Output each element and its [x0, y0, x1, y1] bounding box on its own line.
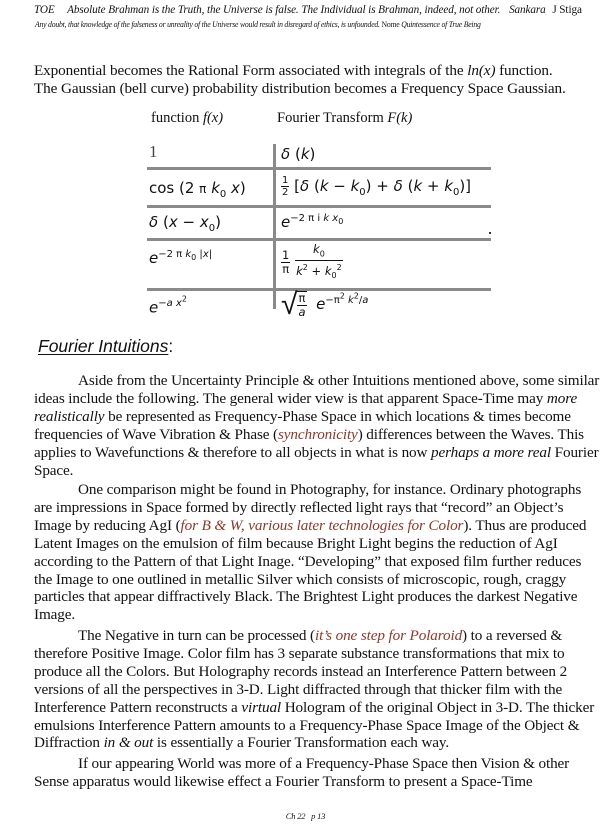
paragraph-text: ) differences between the Waves. This applies to Wavefunctions & therefore to all objects in what is now [34, 425, 584, 461]
table-cell-F-row3: $e^{-2 \pi i k x_0}$ [281, 213, 344, 231]
footer-page-number: p 13 [311, 811, 326, 821]
table-cell-F-row5: √ $\frac{\pi}{a}$ $e^{-\pi^2 k^2/a}$ [281, 287, 369, 322]
header-quote: Absolute Brahman is the Truth, the Universe is false. The Individual is Brahman, indeed, not other. [67, 4, 501, 16]
intro-text: Exponential becomes the Rational Form associated with integrals of the [34, 62, 468, 79]
intro-text: function. [495, 62, 553, 79]
paragraph-text: If our appearing World was more of a Frequency-Phase Space then Vision & other Sense apparatus would likewise effect a Fourier Transform to present a Space-Time [34, 755, 570, 790]
table-cell-f-row5: $e^{-a x^2}$ [149, 295, 187, 317]
header-signature: J Stiga [552, 4, 582, 16]
table-cell-f-row2: cos (2 π $k_0$ x) [149, 179, 246, 200]
intro-ln-x: ln(x) [467, 62, 496, 79]
paragraph-text: is essentially a Fourier Transformation each way. [153, 734, 450, 752]
paragraph-3 [34, 627, 602, 752]
paragraph-accent-italic: synchronicity [277, 425, 358, 443]
table-cell-f-row3: δ $(x - x_0)$ [149, 213, 221, 234]
paragraph-text: Fourier Space. [34, 443, 599, 479]
paragraph-text: ). Thus are produced Latent Images on the emulsion of film because Bright Light begins the reduction of AgI according to the Pattern of that Light Inage. “Developing” that exposed film further reduces the Image to one outlined in metallic Silver which consists of microscopic, rough, craggy particles that appear diffractively Black. The Brightest Light produces the darkest Negative Image. [34, 516, 587, 624]
header-subquote-source: Nome [381, 19, 400, 29]
paragraph-text: The Negative in turn can be processed ( [78, 627, 315, 644]
table-cell-F-row4: $\frac{1}{\pi}$ $\frac{k_0}{k^2 + k_0^2}$ [282, 242, 342, 281]
column-header-label: function [151, 110, 203, 126]
running-header-line2 [35, 19, 550, 29]
table-cell-f-row4: $e^{-2 \pi k_0 |x|}$ [149, 249, 213, 267]
paragraph-text: ) to a reversed & therefore Positive Image. Color film has 3 separate substance transformations that mix to produce all the Colors. But Holography records instead an Interference Pattern between 2 versions of all the perspectives in 3-D. Light diffracted through that thicker film with the Interference Pattern reconstructs a [34, 627, 568, 716]
column-header-symbol: F(k) [387, 110, 413, 126]
paragraph-italic: virtual [241, 698, 282, 716]
paragraph-text: be represented as Frequency-Phase Space in which locations & times become frequencies of Wave Vibration & Phase ( [34, 407, 571, 443]
paragraph-4 [34, 755, 602, 791]
header-subquote-work: Quintessence of True Being [401, 19, 481, 29]
intro-text-line2: The Gaussian (bell curve) probability distribution becomes a Frequency Space Gaussian. [34, 79, 566, 97]
page-footer [0, 811, 611, 821]
paragraph-italic: more realistically [34, 389, 578, 425]
intro-paragraph [34, 62, 602, 98]
paragraph-1 [34, 372, 602, 479]
table-cell-F-row1: δ (k) [281, 145, 316, 163]
column-header-symbol: f(x) [202, 110, 224, 126]
footer-chapter: Ch 22 [285, 811, 306, 821]
running-header-line1 [34, 4, 606, 16]
table-row-divider [147, 238, 491, 241]
stray-dot [489, 232, 491, 234]
header-author: Sankara [509, 4, 546, 16]
paragraph-text: One comparison might be found in Photography, for instance. Ordinary photographs are impressions in Space formed by directly reflected light rays that “record” an Object’s Image by reducing AgI ( [34, 481, 582, 534]
header-toe-label: TOE [34, 4, 55, 16]
table-cell-F-row2: $\frac{1}{2}$ [δ $(k - k_0) + \delta$ $(k + k_0)$] [282, 175, 472, 198]
section-heading [38, 336, 173, 357]
paragraph-2 [34, 481, 602, 624]
paragraph-italic: in & out [103, 734, 154, 752]
section-heading-colon: : [168, 336, 174, 356]
section-heading-text: Fourier Intuitions [38, 336, 169, 356]
table-cell-f-row1: 1 [149, 142, 158, 161]
paragraph-italic: perhaps a more real [431, 443, 551, 461]
paragraph-accent-italic: it’s one step for Polaroid [314, 627, 463, 644]
table-row-divider [147, 205, 491, 208]
column-header-fourier-transform [277, 110, 412, 127]
paragraph-text: Hologram of the original Object in 3-D. The thicker emulsions Interference Pattern amounts to a Frequency-Phase Space Image of the Object & Diffraction [34, 698, 595, 752]
paragraph-text: Aside from the Uncertainty Principle & other Intuitions mentioned above, some similar ideas include the following. The general wider view is that apparent Space-Time may [34, 372, 600, 407]
table-row-divider [147, 167, 491, 170]
column-header-function [151, 110, 223, 127]
header-subquote: Any doubt, that knowledge of the falseness or unreality of the Universe would result in disregard of ethics, is unfounded. [35, 19, 380, 29]
fourier-transform-table [147, 137, 491, 322]
column-header-label: Fourier Transform [277, 110, 388, 126]
paragraph-accent-italic: for B & W, various later technologies for Color [180, 516, 464, 534]
